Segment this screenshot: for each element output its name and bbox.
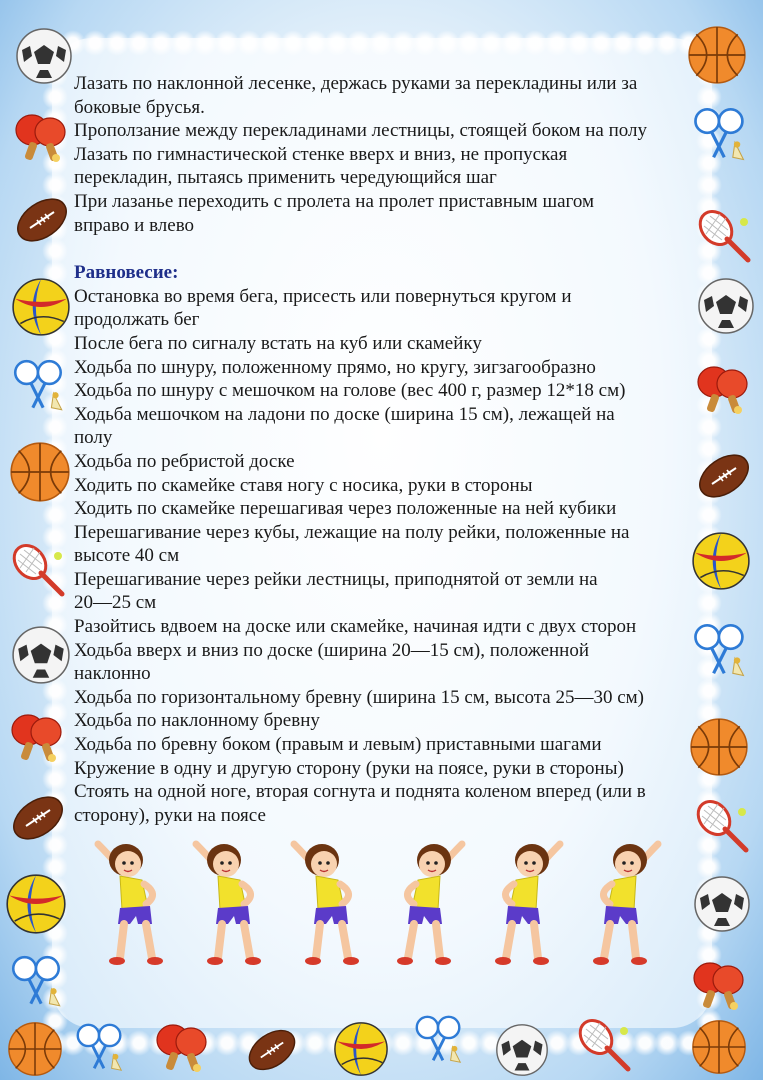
text-line: Ходьба по бревну боком (правым и левым) приставными шагами [74,734,602,756]
text-line: продолжать бег [74,309,200,331]
text-line: Ходьба по ребристой доске [74,450,295,472]
climbing-section [74,72,704,237]
volleyball-icon [332,1020,390,1078]
text-line: Кружение в одну и другую сторону (руки на поясе, руки в стороны) [74,757,624,779]
text-line: Ходьба по наклонному бревну [74,710,320,732]
soccer-ball-icon [494,1022,550,1078]
text-line: Лазать по гимнастической стенке вверх и вниз, не пропуская [74,143,568,165]
text-line: Стоять на одной ноге, вторая согнута и поднята коленом вперед (или в [74,781,646,803]
text-line: сторону), руки на поясе [74,804,266,826]
american-football-icon [12,190,72,250]
text-line: После бега по сигналу встать на куб или скамейку [74,332,482,354]
volleyball-icon [4,872,68,936]
basketball-icon [8,440,72,504]
text-line: Ходить по скамейке ставя ногу с носика, руки в стороны [74,474,533,496]
text-line: Ходьба по горизонтальному бревну (ширина 15 см, высота 25—30 см) [74,686,644,708]
basketball-icon [690,1018,748,1076]
soccer-ball-icon [696,276,756,336]
text-line: Перешагивание через кубы, лежащие на полу рейки, положенные на [74,521,630,543]
text-line: вправо и влево [74,214,195,236]
text-line: Ходьба по шнуру, положенному прямо, но кругу, зигзагообразно [74,356,596,378]
soccer-ball-icon [14,26,74,86]
tennis-racket-icon [574,1014,634,1076]
text-line: Проползание между перекладинами лестницы, стоящей боком на полу [74,120,647,142]
text-line: высоте 40 см [74,545,180,567]
ping-pong-paddles-icon [686,956,750,1016]
ping-pong-paddles-icon [8,108,72,168]
soccer-ball-icon [692,874,752,934]
badminton-icon [410,1006,468,1076]
ping-pong-paddles-icon [150,1018,212,1078]
text-line: Остановка во время бега, присесть или повернуться кругом и [74,285,572,307]
soccer-ball-icon [10,624,72,686]
balance-section [74,285,704,828]
ping-pong-paddles-icon [4,708,68,768]
volleyball-icon [10,276,72,338]
badminton-icon [8,356,70,418]
text-line: 20—25 см [74,592,157,614]
text-line: боковые брусья. [74,96,205,118]
exercising-child-icon [286,832,372,970]
exercising-child-icon [482,832,568,970]
exercising-child-icon [188,832,274,970]
balance-heading: Равновесие: [74,262,179,284]
exercising-child-icon [384,832,470,970]
basketball-icon [6,1020,64,1078]
text-line: Ходьба вверх и вниз по доске (ширина 20—15 см), положенной [74,639,590,661]
badminton-icon [6,952,68,1014]
text-line: Перешагивание через рейки лестницы, приподнятой от земли на [74,568,598,590]
badminton-icon [70,1020,130,1078]
text-line: перекладин, пытаясь применить чередующийся шаг [74,167,497,189]
text-line: Лазать по наклонной лесенке, держась руками за перекладины или за [74,73,638,94]
text-line: Ходьба мешочком на ладони по доске (ширина 15 см), лежащей на [74,403,615,425]
text-line: наклонно [74,663,151,685]
exercise-text [74,72,704,827]
text-line: При лазанье переходить с пролета на пролет приставным шагом [74,190,595,212]
exercising-child-icon [90,832,176,970]
tennis-racket-icon [8,540,68,600]
american-football-icon [8,788,68,848]
text-line: Разойтись вдвоем на доске или скамейке, начиная идти с двух сторон [74,616,637,638]
text-line: полу [74,427,113,449]
text-line: Ходить по скамейке перешагивая через положенные на ней кубики [74,498,617,520]
american-football-icon [244,1022,300,1078]
text-line: Ходьба по шнуру с мешочком на голове (вес 400 г, размер 12*18 см) [74,380,626,402]
exercising-child-icon [580,832,666,970]
